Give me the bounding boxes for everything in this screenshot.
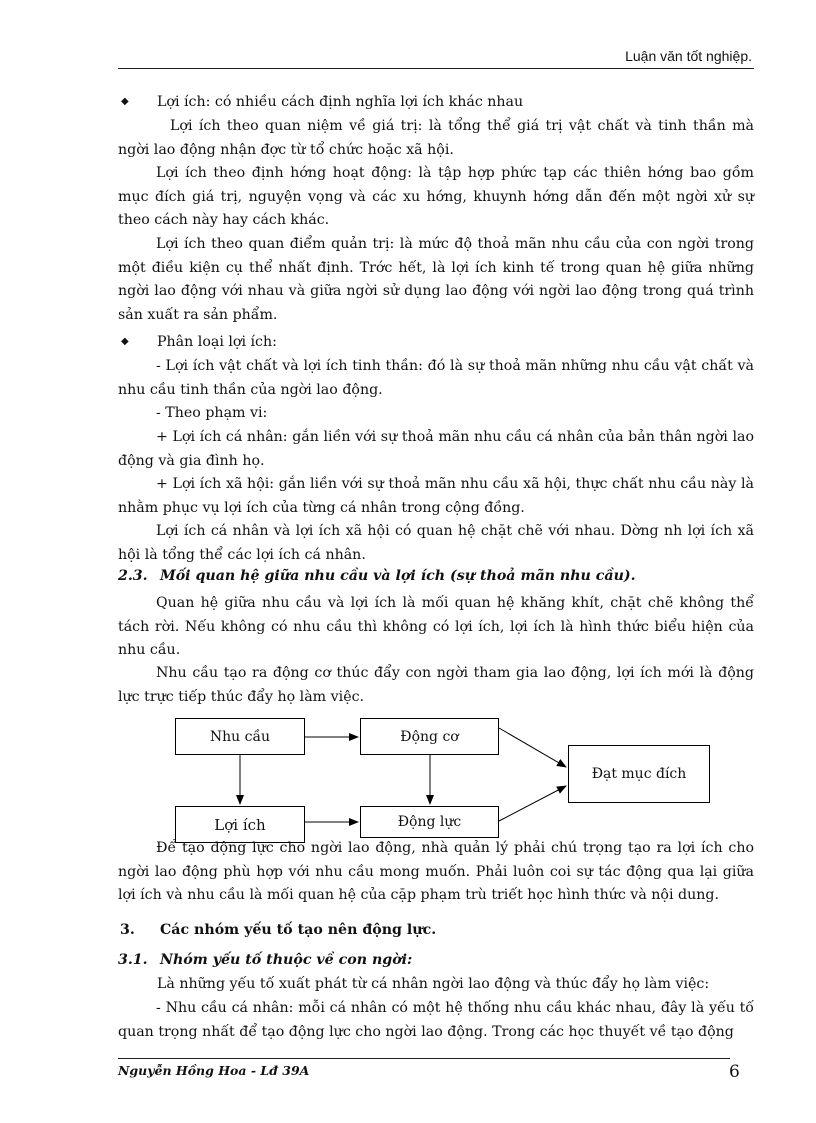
- section-number: 3.1.: [118, 952, 148, 968]
- diagram-box-dat-muc-dich: Đạt mục đích: [568, 745, 710, 803]
- section-title: Nhóm yếu tố thuộc về con ngời:: [160, 952, 413, 968]
- paragraph: Quan hệ giữa nhu cầu và lợi ích là mối quan hệ khăng khít, chặt chẽ không thể tách rời. Nếu không có nhu cầu thì không có lợi ích, lợi ích là hình thức biểu hiện của nhu cầu.: [118, 595, 754, 659]
- diagram-box-dong-luc: Động lực: [360, 806, 499, 838]
- footer-author: Nguyễn Hồng Hoa - Lđ 39A: [118, 1063, 310, 1078]
- section-number: 3.: [120, 922, 135, 938]
- bullet-icon: ◆: [121, 336, 129, 347]
- paragraph: Lợi ích theo quan niệm về giá trị: là tổng thể giá trị vật chất và tinh thần mà ngời lao động nhận đợc từ tổ chức hoặc xã hội.: [118, 118, 754, 158]
- paragraph: + Lợi ích xã hội: gắn liền với sự thoả mãn nhu cầu xã hội, thực chất nhu cầu này là nhằm phục vụ lợi ích của từng cá nhân trong cộng đồng.: [118, 476, 754, 516]
- paragraph: Lợi ích theo định hớng hoạt động: là tập hợp phức tạp các thiên hớng bao gồm mục đích giá trị, nguyện vọng và các xu hớng, khuynh hớng dẫn đến một ngời xử sự theo cách này hay cách khác.: [118, 165, 754, 229]
- bullet-text: Lợi ích: có nhiều cách định nghĩa lợi ích khác nhau: [157, 94, 524, 110]
- paragraph: + Lợi ích cá nhân: gắn liền với sự thoả mãn nhu cầu cá nhân của bản thân ngời lao động và gia đình họ.: [118, 429, 754, 469]
- paragraph: Để tạo động lực cho ngời lao động, nhà quản lý phải chú trọng tạo ra lợi ích cho ngời lao động phù hợp với nhu cầu mong muốn. Phải luôn coi sự tác động qua lại giữa lợi ích và nhu cầu là mối quan hệ của cặp phạm trù triết học hình thức và nội dung.: [118, 840, 754, 904]
- paragraph: - Lợi ích vật chất và lợi ích tinh thần: đó là sự thoả mãn những nhu cầu vật chất và nhu cầu tinh thần của ngời lao động.: [118, 358, 754, 398]
- footer-divider: [118, 1058, 730, 1059]
- arrow-dongco-datmucdich: [499, 728, 566, 767]
- section-number: 2.3.: [118, 568, 148, 584]
- paragraph: - Nhu cầu cá nhân: mỗi cá nhân có một hệ thống nhu cầu khác nhau, đây là yếu tố quan trọng nhất để tạo động lực cho ngời lao động. Trong các học thuyết về tạo động: [118, 1000, 754, 1040]
- page-header: [118, 46, 754, 69]
- diagram-box-dong-co: Động cơ: [360, 718, 499, 755]
- page-number: 6: [729, 1062, 740, 1082]
- diagram-box-nhu-cau: Nhu cầu: [175, 718, 305, 755]
- section-title: Mối quan hệ giữa nhu cầu và lợi ích (sự thoả mãn nhu cầu).: [160, 568, 636, 584]
- paragraph: - Theo phạm vi:: [156, 405, 268, 421]
- bullet-text: Phân loại lợi ích:: [157, 334, 277, 350]
- paragraph: Lợi ích cá nhân và lợi ích xã hội có quan hệ chặt chẽ với nhau. Dờng nh lợi ích xã hội là tổng thể các lợi ích cá nhân.: [118, 523, 754, 563]
- paragraph: Nhu cầu tạo ra động cơ thúc đẩy con ngời tham gia lao động, lợi ích mới là động lực trực tiếp thúc đẩy họ làm việc.: [118, 665, 754, 705]
- arrow-dongluc-datmucdich: [499, 786, 566, 821]
- section-title: Các nhóm yếu tố tạo nên động lực.: [160, 922, 437, 938]
- paragraph: Lợi ích theo quan điểm quản trị: là mức độ thoả mãn nhu cầu của con ngời trong một điều kiện cụ thể nhất định. Trớc hết, là lợi ích kinh tế trong quan hệ giữa những ngời lao động với nhau và giữa ngời sử dụng lao động với ngời lao động trong quá trình sản xuất ra sản phẩm.: [118, 236, 754, 323]
- bullet-icon: ◆: [121, 96, 129, 107]
- diagram-box-loi-ich: Lợi ích: [175, 806, 305, 843]
- paragraph: Là những yếu tố xuất phát từ cá nhân ngời lao động và thúc đẩy họ làm việc:: [157, 976, 710, 992]
- header-title: Luận văn tốt nghiệp.: [625, 48, 752, 64]
